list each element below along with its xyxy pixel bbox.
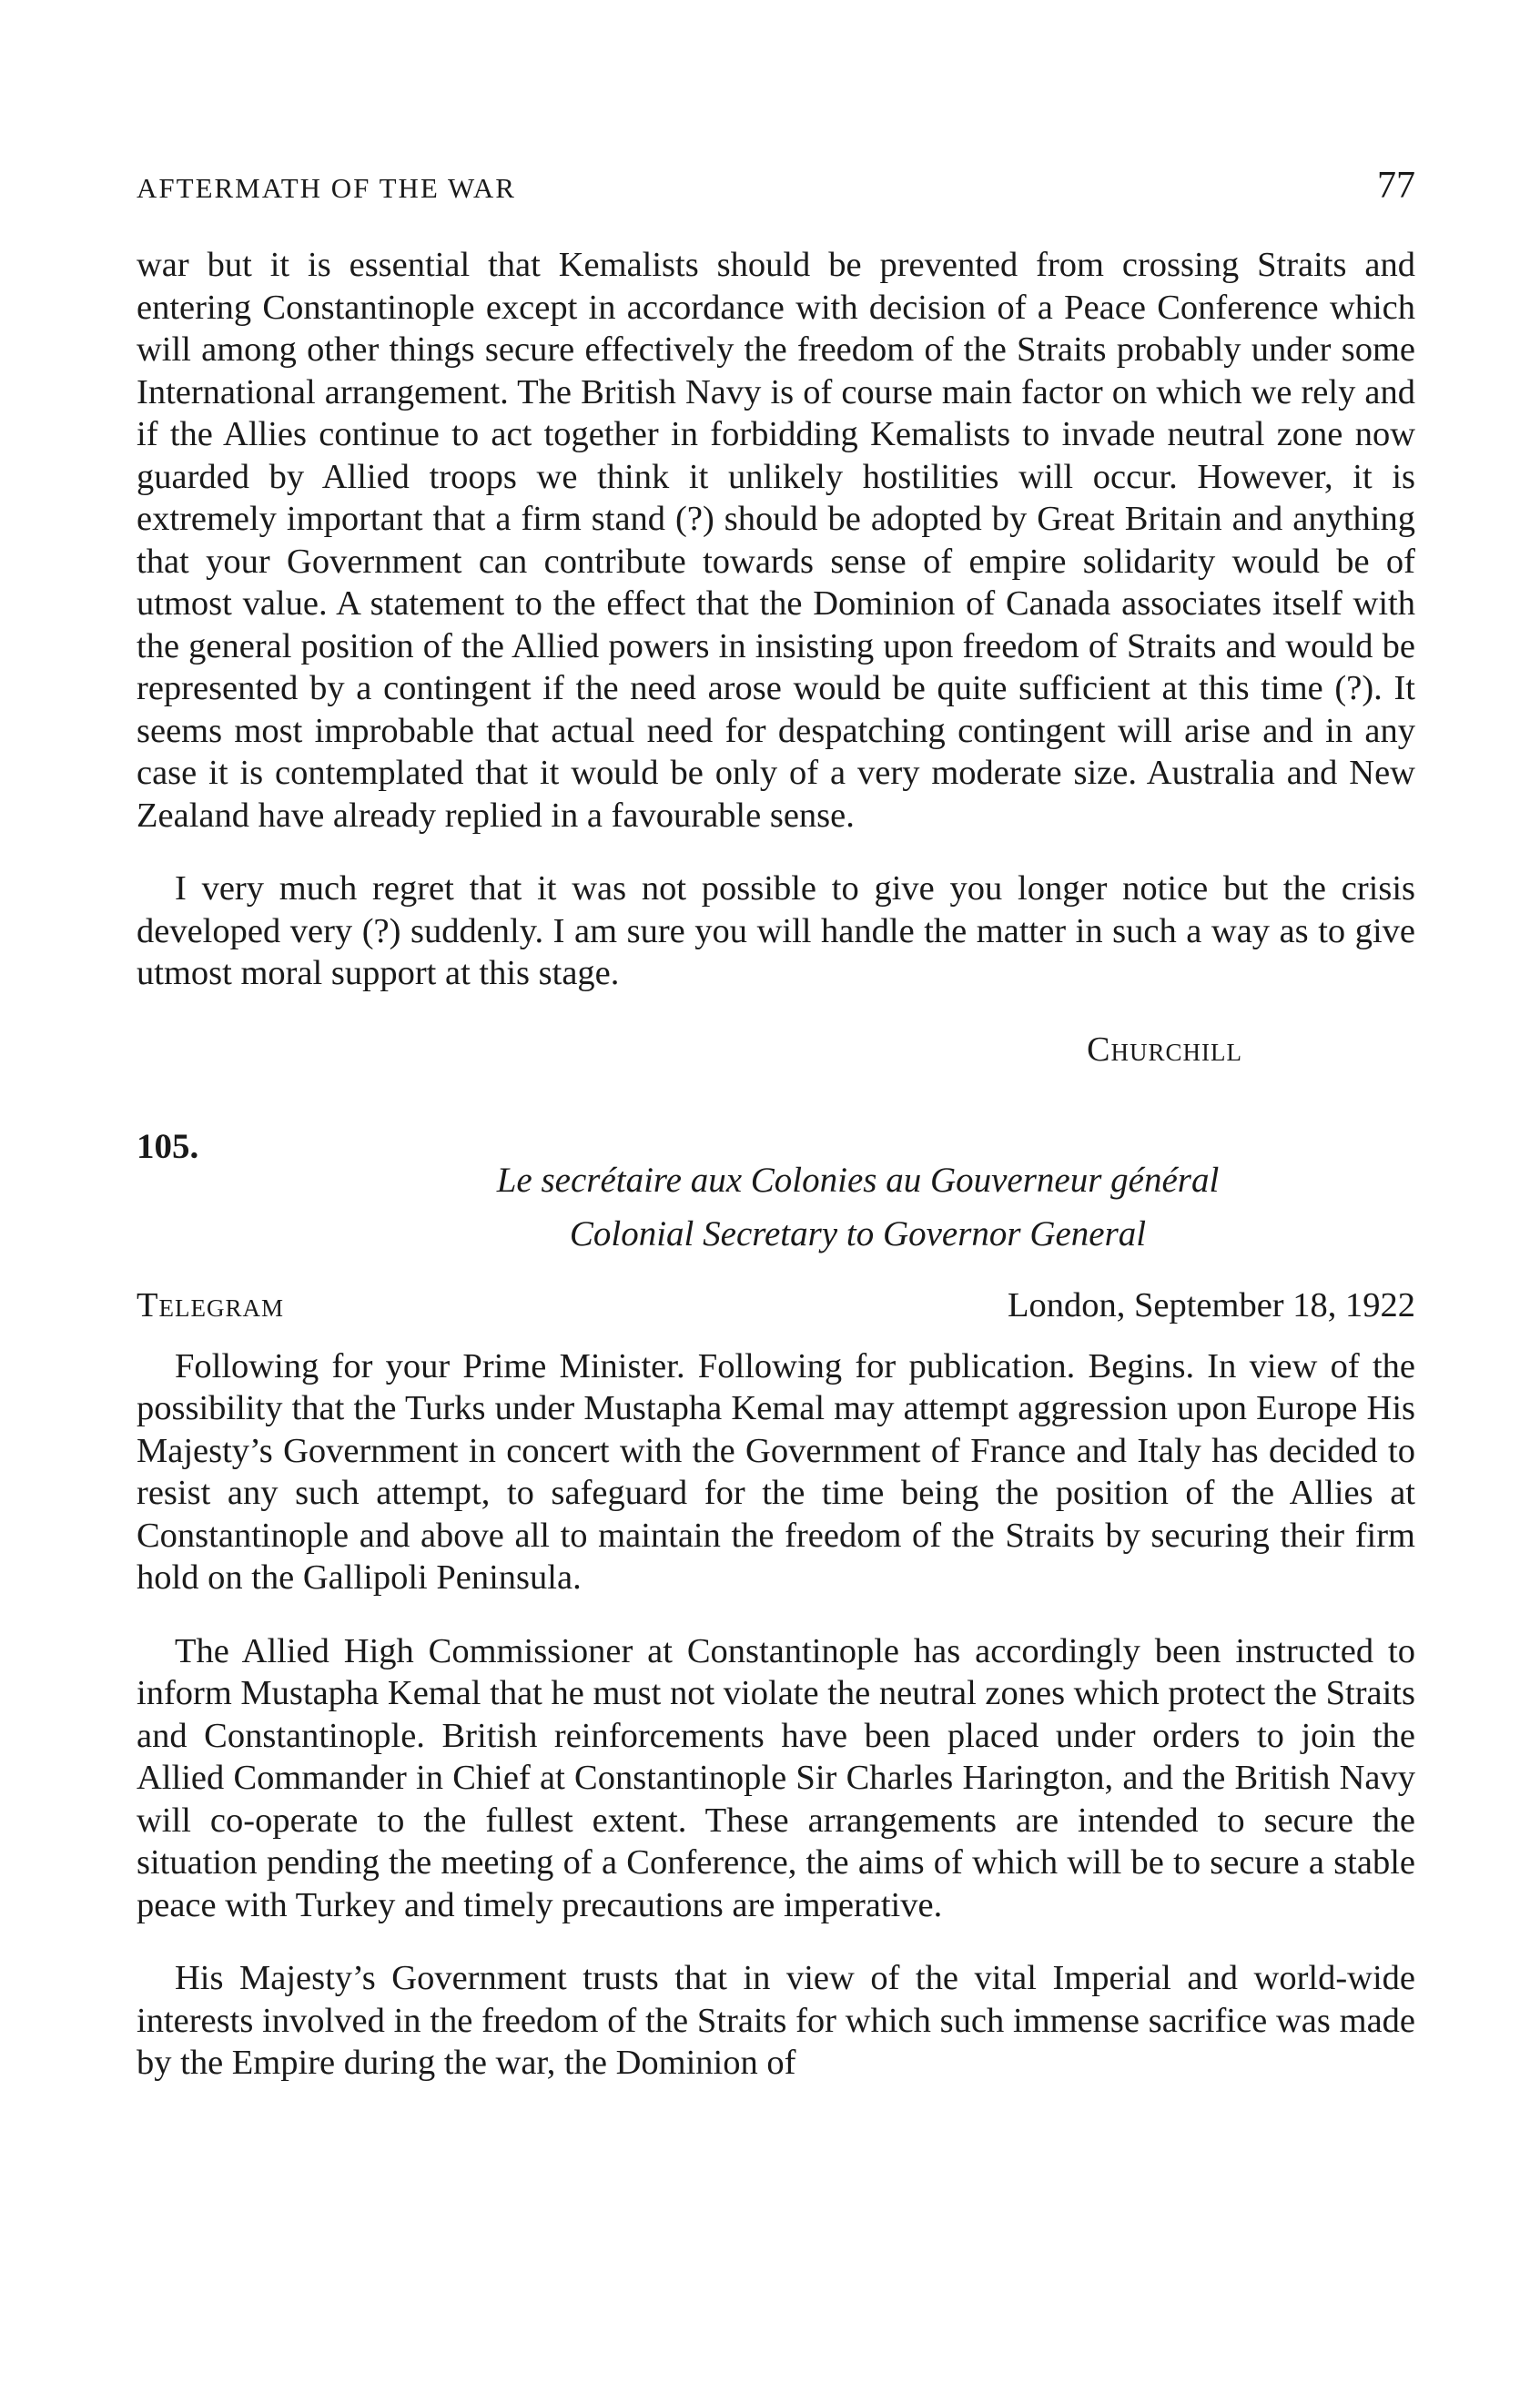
document-type: Telegram xyxy=(137,1285,285,1324)
paragraph-continued: war but it is essential that Kemalists should be prevented from crossing Straits and entering Constantinople except in accordance with decision of a Peace Conference which will among other things secure effectively the freedom of the Straits probably under some International arrangement. The British Navy is of course main factor on which we rely and if the Allies continue to act together in forbidding Kemalists to invade neutral zone now guarded by Allied troops we think it unlikely hostilities will occur. However, it is extremely important that a firm stand (?) should be adopted by Great Britain and anything that your Government can contribute towards sense of empire solidarity would be of utmost value. A statement to the effect that the Dominion of Canada associates itself with the general position of the Allied powers in insisting upon freedom of Straits and would be represented by a contingent if the need arose would be quite sufficient at this time (?). It seems most improbable that actual need for despatching contingent will arise and in any case it is contemplated that it would be only of a very moderate size. Australia and New Zealand have already replied in a favourable sense. xyxy=(137,246,1415,835)
running-title: AFTERMATH OF THE WAR xyxy=(137,172,516,204)
document-number: 105. xyxy=(137,1126,199,1166)
paragraph-majesty-trusts: His Majesty’s Government trusts that in view of the vital Imperial and world-wide interests involved in the freedom of the Straits for which such immense sacrifice was made by the Empire during the war, the Dominion of xyxy=(137,1959,1415,2082)
running-head xyxy=(137,164,1415,218)
place-and-date: London, September 18, 1922 xyxy=(1007,1285,1415,1324)
paragraph-publication: Following for your Prime Minister. Following for publication. Begins. In view of the possibility that the Turks under Mustapha Kemal may attempt aggression upon Europe His Majesty’s Government in concert with the Government of France and Italy has decided to resist any such attempt, to safeguard for the time being the position of the Allies at Constantinople and above all to maintain the freedom of the Straits by securing their firm hold on the Gallipoli Peninsula. xyxy=(137,1346,1415,1597)
page-number: 77 xyxy=(1377,165,1415,207)
signature-churchill: Churchill xyxy=(1087,1030,1242,1069)
document-heading-french: Le secrétaire aux Colonies au Gouverneur général xyxy=(496,1160,1220,1200)
dateline xyxy=(137,1285,1415,1325)
paragraph-regret: I very much regret that it was not possible to give you longer notice but the crisis developed very (?) suddenly. I am sure you will handle the matter in such a way as to give utmost moral support at this stage. xyxy=(137,869,1415,992)
document-page xyxy=(137,164,1415,2085)
document-heading-english: Colonial Secretary to Governor General xyxy=(569,1213,1147,1253)
paragraph-high-commissioner: The Allied High Commissioner at Constantinople has accordingly been instructed to inform Mustapha Kemal that he must not violate the neutral zones which protect the Straits and Constantinople. British reinforcements have been placed under orders to join the Allied Commander in Chief at Constantinople Sir Charles Harington, and the British Navy will co-operate to the fullest extent. These arrangements are intended to secure the situation pending the meeting of a Conference, the aims of which will be to secure a stable peace with Turkey and timely precautions are imperative. xyxy=(137,1631,1415,1924)
